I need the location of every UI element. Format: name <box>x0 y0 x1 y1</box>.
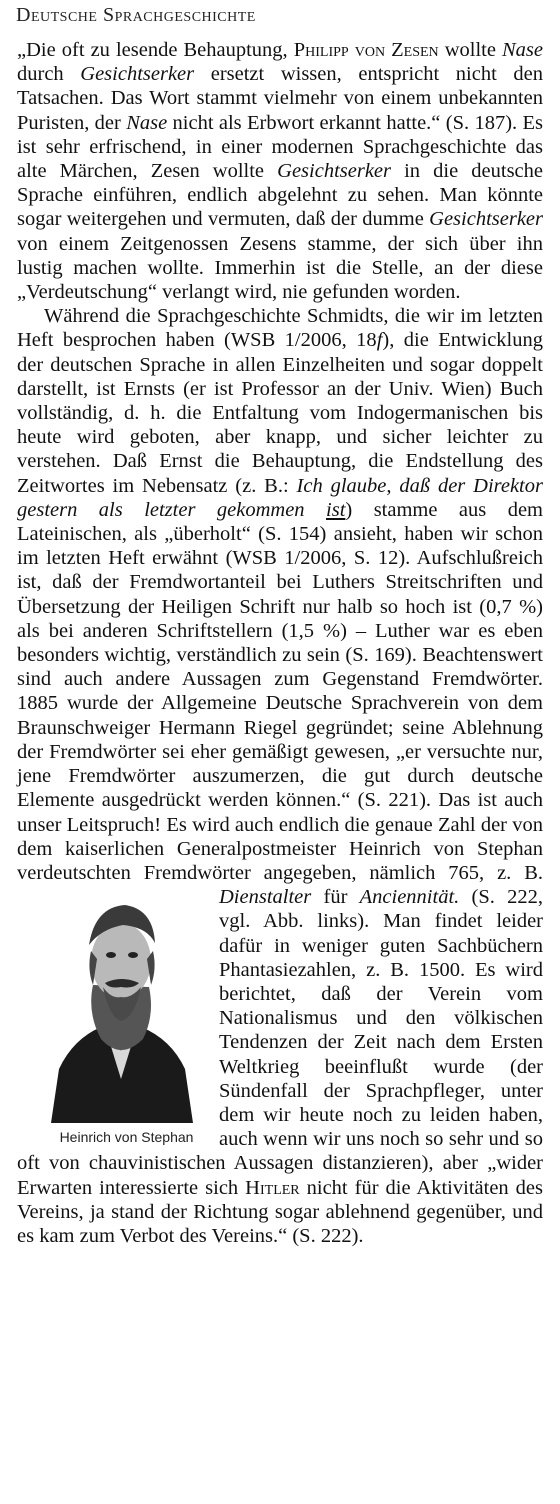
text-span: ersetzt wissen, entspricht nicht den Tatsachen. Das Wort stammt vielmehr von einem unbekannten Puristen, der <box>17 63 543 134</box>
text-span: wollte <box>438 39 502 61</box>
article-body <box>17 38 543 1248</box>
italic-term: Gesichtserker <box>429 208 543 231</box>
example-sentence: Ich glaube, daß der Direktor gestern als letzter gekommen <box>17 474 543 521</box>
paragraph-1 <box>17 38 543 304</box>
text-span: nicht als Erbwort erkannt hatte.“ (S. 187). Es ist sehr erfrischend, in einer modernen Sprachgeschichte das alte Märchen, Zesen wollte <box>17 111 544 183</box>
text-span: von einem Zeitgenossen Zesens stamme, der sich über ihn lustig machen wollte. Immerhin ist die Stelle, an der diese „Verdeutschung“ verlangt wird, nie gefunden worden. <box>17 232 543 304</box>
paragraph-2 <box>17 304 543 1248</box>
italic-term: Gesichtserker <box>80 63 195 86</box>
person-name: Hitler <box>245 1176 300 1199</box>
text-span: (S. 222, vgl. Abb. links). Man findet leider dafür in weniger guten Sachbüchern Phantasiezahlen, z. B. 1500. Es wird berichtet, daß der Verein vom Nationalismus und den völkischen Tendenzen der Zeit nach dem Ersten Weltkrieg beeinflußt wurde (der Sündenfall der Sprachpfleger, unter dem wir heute noch zu leiden haben, auch wenn wir uns noch so sehr und so oft von chauvinistischen Aussagen distanzieren), aber „wider Erwarten interessierte sich <box>17 886 543 1199</box>
italic-term: Anciennität. <box>359 886 460 909</box>
text-span: ), die Entwicklung der deutschen Sprache in allen Einzelheiten und sogar doppelt darstellt, ist Ernsts (er ist Professor an der Univ. Wien) Buch vollständig, d. h. die Entfaltung vom Indogermanischen bis heute wird geboten, aber knapp, und sicher leichter zu verstehen. Daß Ernst die Behauptung, die Endstellung des Zeitwortes im Nebensatz (z. B.: <box>17 329 544 497</box>
text-span: Während die Sprachgeschichte Schmidts, die wir im letzten Heft besprochen haben (WSB 1/2006, 18 <box>17 305 543 352</box>
running-header: Deutsche Sprachgeschichte <box>16 4 256 26</box>
italic-term: Nase <box>502 39 543 61</box>
text-span: in die deutsche Sprache einführen, endlich abgelehnt zu sehen. Man könnte sogar weitergehen und vermuten, daß der dumme <box>17 160 543 231</box>
italic-term: f <box>376 329 383 352</box>
italic-term: Gesichtserker <box>277 160 391 183</box>
italic-term: Dienstalter <box>219 886 312 909</box>
example-verb: ist <box>326 498 346 521</box>
text-span: für <box>311 886 360 909</box>
portrait-figure <box>17 889 209 1151</box>
figure-caption: Heinrich von Stephan <box>59 1129 194 1146</box>
author-name: Philipp von Zesen <box>293 39 439 61</box>
portrait-image <box>43 889 199 1123</box>
text-span: nicht für die Aktivitäten des Vereins, ja stand der Richtung sogar ablehnend gegenüber, und es kam zum Verbot des Vereins.“ (S. 222). <box>17 1176 543 1247</box>
text-span: ) stamme aus dem Lateinischen, als „überholt“ (S. 154) ansieht, haben wir schon im letzten Heft erwähnt (WSB 1/2006, S. 12). Aufschlußreich ist, daß der Fremdwortanteil bei Luthers Streitschriften und Übersetzung der Heiligen Schrift nur halb so hoch ist (0,7 %) als bei anderen Schriftstellern (1,5 %) – Luther war es eben besonders wichtig, verständlich zu sein (S. 169). Beachtenswert sind auch andere Aussagen zum Gegenstand Fremdwörter. 1885 wurde der Allgemeine Deutsche Sprachverein von dem Braunschweiger Hermann Riegel gegründet; seine Ablehnung der Fremdwörter sei eher gemäßigt gewesen, „er versuchte nur, jene Fremdwörter auszumerzen, die gut durch deutsche Elemente ausgedrückt werden können.“ (S. 221). Das ist auch unser Leitspruch! Es wird auch endlich die genaue Zahl der von dem kaiserlichen Generalpostmeister Heinrich von Stephan verdeutschten Fremdwörter angegeben, nämlich 765, z. B. <box>17 498 544 884</box>
text-span: durch <box>17 63 81 86</box>
italic-term: Nase <box>126 111 168 134</box>
text-span: „Die oft zu lesende Behauptung, <box>17 39 294 61</box>
